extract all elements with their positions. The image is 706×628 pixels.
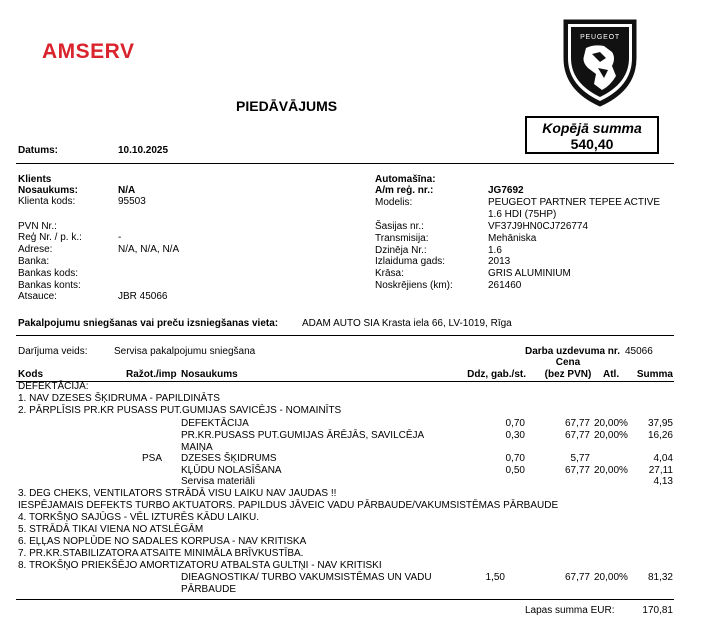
date-label: Datums:: [18, 145, 59, 156]
vehicle-value: VF37J9HN0CJ726774: [488, 221, 589, 232]
client-value: 95503: [118, 196, 146, 207]
total-sum-value: 540,40: [570, 136, 614, 152]
vehicle-value: GRIS ALUMINIUM: [488, 268, 571, 279]
client-label: Reģ Nr. / p. k.:: [18, 232, 82, 243]
column-header-nosaukums: Nosaukums: [181, 369, 238, 380]
client-label: Banka:: [18, 256, 50, 267]
item-price: 67,77: [564, 430, 590, 441]
client-heading: Klients: [18, 174, 52, 185]
client-label: Bankas konts:: [18, 280, 81, 291]
item-sum: 4,04: [653, 453, 673, 464]
work-order-label: Darba uzdevuma nr.: [525, 346, 621, 357]
column-header-razot: Ražot./imp: [126, 369, 177, 380]
client-label: PVN Nr.:: [18, 221, 57, 232]
deal-type-value: Servisa pakalpojumu sniegšana: [114, 346, 256, 357]
column-header-kods: Kods: [18, 369, 43, 380]
vehicle-value: 1.6: [488, 245, 502, 256]
vehicle-heading: Automašīna:: [375, 174, 436, 185]
model-value-line2: 1.6 HDI (75HP): [488, 209, 557, 220]
document-title: PIEDĀVĀJUMS: [236, 98, 338, 114]
plate-label: A/m reģ. nr.:: [375, 185, 434, 196]
list-item: IESPĒJAMAIS DEFEKTS TURBO AKTUATORS. PAPILDUS JĀVEIC VADU PĀRBAUDE/VAKUMSISTĒMAS PĀRBAUDE: [18, 500, 559, 511]
column-header-sum: Summa: [636, 369, 673, 380]
model-label: Modelis:: [375, 197, 413, 208]
list-item: 2. PĀRPLĪSIS PR.KR PUSASS PUT.GUMIJAS SAVICĒJS - NOMAINĪTS: [18, 405, 342, 416]
date-value: 10.10.2025: [118, 145, 169, 156]
vehicle-value: 2013: [488, 256, 511, 267]
item-discount: 20,00%: [594, 430, 628, 441]
work-order-value: 45066: [625, 346, 653, 357]
vehicle-label: Transmisija:: [375, 233, 429, 244]
item-discount: 20,00%: [594, 418, 628, 429]
item-name: KĻŪDU NOLASĪŠANA: [181, 465, 282, 476]
item-price: 67,77: [564, 572, 590, 583]
service-place-label: Pakalpojumu sniegšanas vai preču izsniegšanas vieta:: [18, 318, 279, 329]
vehicle-value: Mehāniska: [488, 233, 537, 244]
column-header-discount: Atl.: [603, 369, 620, 380]
item-discount: 20,00%: [594, 572, 628, 583]
divider: [16, 599, 674, 600]
list-item: 1. NAV DZESES ŠĶIDRUMA - PAPILDINĀTS: [18, 393, 220, 404]
item-name: DZESES ŠĶIDRUMS: [181, 453, 277, 464]
vehicle-label: Šasijas nr.:: [375, 221, 424, 232]
item-name-line2: PĀRBAUDE: [181, 584, 237, 595]
client-label: Bankas kods:: [18, 268, 79, 279]
divider: [16, 381, 674, 382]
item-price: 5,77: [570, 453, 590, 464]
item-name: PR.KR.PUSASS PUT.GUMIJAS ĀRĒJĀS, SAVILCĒJA: [181, 430, 425, 441]
item-sum: 4,13: [653, 476, 673, 487]
client-value: -: [118, 232, 122, 243]
client-label: Adrese:: [18, 244, 53, 255]
item-qty: 0,70: [505, 453, 525, 464]
vehicle-label: Noskrējiens (km):: [375, 280, 453, 291]
vehicle-value: 261460: [488, 280, 522, 291]
peugeot-logo-icon: [560, 18, 640, 108]
total-sum-label: Kopējā summa: [542, 120, 642, 136]
divider: [16, 335, 674, 336]
item-qty: 0,30: [505, 430, 525, 441]
vehicle-label: Dzinēja Nr.:: [375, 245, 427, 256]
item-price: 67,77: [564, 465, 590, 476]
list-item: 8. TROKŠŅO PRIEKŠĒJO AMORTIZATORU ATBALSTA GULTŅI - NAV KRITISKI: [18, 560, 382, 571]
item-sum: 27,11: [648, 465, 673, 476]
vehicle-label: Izlaiduma gads:: [375, 256, 446, 267]
item-discount: 20,00%: [594, 465, 628, 476]
item-qty: 1,50: [485, 572, 505, 583]
page-sum-label: Lapas summa EUR:: [525, 605, 615, 616]
list-item: DEFEKTĀCIJA:: [18, 381, 89, 392]
column-header-qty: Ddz, gab./st.: [467, 369, 526, 380]
service-place-value: ADAM AUTO SIA Krasta iela 66, LV-1019, Rīga: [302, 318, 512, 329]
list-item: 5. STRĀDĀ TIKAI VIENA NO ATSLĒGĀM: [18, 524, 204, 535]
list-item: 4. TORKŠŅO SAJŪGS - VĒL IZTURĒS KĀDU LAIKU.: [18, 512, 259, 523]
total-sum-box: [525, 116, 659, 154]
model-value: PEUGEOT PARTNER TEPEE ACTIVE: [488, 197, 661, 208]
item-qty: 0,70: [505, 418, 525, 429]
client-value: N/A, N/A, N/A: [118, 244, 180, 255]
client-label: Nosaukums:: [18, 185, 79, 196]
item-manufacturer: PSA: [142, 453, 163, 464]
client-label: Atsauce:: [18, 291, 57, 302]
item-name-line2: MAIŅA: [181, 442, 213, 453]
item-name: DEFEKTĀCIJA: [181, 418, 249, 429]
item-price: 67,77: [564, 418, 590, 429]
vehicle-label: Krāsa:: [375, 268, 404, 279]
item-name: Servisa materiāli: [181, 476, 255, 487]
deal-type-label: Darījuma veids:: [18, 346, 88, 357]
column-header-price: Cena: [555, 357, 581, 368]
item-sum: 16,26: [647, 430, 673, 441]
item-sum: 37,95: [647, 418, 673, 429]
list-item: 3. DEG CHEKS, VENTILATORS STRĀDĀ VISU LAIKU NAV JAUDAS !!: [18, 488, 337, 499]
item-name: DIEAGNOSTIKA/ TURBO VAKUMSISTĒMAS UN VADU: [181, 572, 432, 583]
page-sum-value: 170,81: [642, 605, 673, 616]
column-header-price-sub: (bez PVN): [544, 369, 592, 380]
client-value: N/A: [118, 185, 136, 196]
peugeot-badge-text: PEUGEOT: [580, 34, 620, 41]
list-item: 7. PR.KR.STABILIZATORA ATSAITE MINIMĀLA BRĪVKUSTĪBA.: [18, 548, 304, 559]
client-label: Klienta kods:: [18, 196, 76, 207]
plate-value: JG7692: [488, 185, 524, 196]
divider: [16, 163, 674, 164]
company-logo: AMSERV: [42, 40, 135, 63]
list-item: 6. EĻĻAS NOPLŪDE NO SADALES KORPUSA - NAV KRITISKA: [18, 536, 307, 547]
item-sum: 81,32: [647, 572, 673, 583]
client-value: JBR 45066: [118, 291, 168, 302]
item-qty: 0,50: [505, 465, 525, 476]
